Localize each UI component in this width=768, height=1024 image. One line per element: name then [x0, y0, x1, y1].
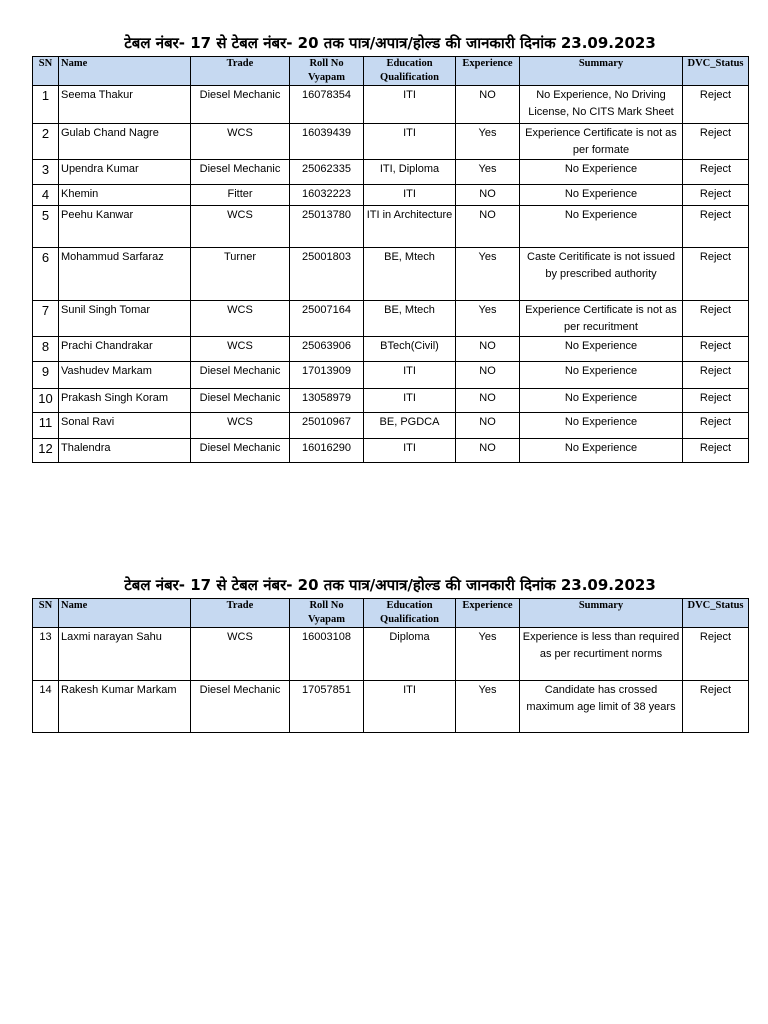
cell-roll-no: 13058979: [290, 389, 364, 413]
cell-roll-no: 16016290: [290, 439, 364, 463]
cell-summary: No Experience: [520, 389, 683, 413]
cell-roll-no: 25007164: [290, 301, 364, 337]
section-title: टेबल नंबर- 17 से टेबल नंबर- 20 तक पात्र/अपात्र/होल्ड की जानकारी दिनांक 23.09.2023: [124, 34, 656, 52]
cell-summary: Experience Certificate is not as per formate: [520, 124, 683, 160]
results-table: [32, 56, 749, 463]
table-row: [33, 337, 749, 362]
table-row: [33, 160, 749, 185]
cell-summary: No Experience: [520, 439, 683, 463]
header-roll-no: Roll No Vyapam: [290, 599, 364, 628]
section-title: टेबल नंबर- 17 से टेबल नंबर- 20 तक पात्र/अपात्र/होल्ड की जानकारी दिनांक 23.09.2023: [124, 576, 656, 594]
cell-dvc-status: Reject: [683, 206, 749, 248]
cell-name: Vashudev Markam: [59, 362, 191, 389]
cell-dvc-status: Reject: [683, 124, 749, 160]
header-dvc-status: DVC_Status: [683, 57, 749, 86]
cell-trade: Diesel Mechanic: [191, 389, 290, 413]
cell-dvc-status: Reject: [683, 86, 749, 124]
cell-sn: 7: [33, 301, 59, 337]
table-row: [33, 439, 749, 463]
cell-summary: Candidate has crossed maximum age limit of 38 years: [520, 681, 683, 733]
cell-education: ITI: [364, 681, 456, 733]
cell-dvc-status: Reject: [683, 681, 749, 733]
table-row: [33, 413, 749, 439]
cell-education: ITI: [364, 439, 456, 463]
header-education: Education Qualification: [364, 57, 456, 86]
cell-trade: Fitter: [191, 185, 290, 206]
cell-education: BE, PGDCA: [364, 413, 456, 439]
cell-dvc-status: Reject: [683, 337, 749, 362]
cell-name: Peehu Kanwar: [59, 206, 191, 248]
cell-education: BTech(Civil): [364, 337, 456, 362]
cell-trade: Diesel Mechanic: [191, 86, 290, 124]
cell-education: ITI: [364, 124, 456, 160]
table-section-2: [32, 572, 748, 733]
cell-experience: Yes: [456, 160, 520, 185]
cell-experience: NO: [456, 86, 520, 124]
cell-name: Rakesh Kumar Markam: [59, 681, 191, 733]
cell-experience: NO: [456, 439, 520, 463]
cell-sn: 2: [33, 124, 59, 160]
cell-name: Sunil Singh Tomar: [59, 301, 191, 337]
cell-trade: WCS: [191, 628, 290, 681]
cell-summary: Caste Ceritificate is not issued by prescribed authority: [520, 248, 683, 301]
cell-summary: Experience Certificate is not as per recuritment: [520, 301, 683, 337]
cell-experience: NO: [456, 413, 520, 439]
cell-sn: 9: [33, 362, 59, 389]
header-sn: SN: [33, 599, 59, 628]
header-experience: Experience: [456, 599, 520, 628]
table-body: [33, 86, 749, 463]
cell-sn: 1: [33, 86, 59, 124]
cell-dvc-status: Reject: [683, 248, 749, 301]
cell-sn: 6: [33, 248, 59, 301]
table-row: [33, 389, 749, 413]
cell-education: ITI: [364, 185, 456, 206]
cell-name: Seema Thakur: [59, 86, 191, 124]
cell-summary: No Experience: [520, 362, 683, 389]
cell-education: BE, Mtech: [364, 248, 456, 301]
cell-sn: 11: [33, 413, 59, 439]
cell-roll-no: 25062335: [290, 160, 364, 185]
cell-education: ITI: [364, 86, 456, 124]
cell-summary: No Experience: [520, 160, 683, 185]
cell-roll-no: 16003108: [290, 628, 364, 681]
cell-dvc-status: Reject: [683, 628, 749, 681]
cell-trade: Turner: [191, 248, 290, 301]
header-summary: Summary: [520, 599, 683, 628]
header-name: Name: [59, 599, 191, 628]
cell-trade: WCS: [191, 337, 290, 362]
table-row: [33, 301, 749, 337]
cell-summary: No Experience, No Driving License, No CITS Mark Sheet: [520, 86, 683, 124]
cell-experience: Yes: [456, 124, 520, 160]
cell-trade: Diesel Mechanic: [191, 439, 290, 463]
table-row: [33, 86, 749, 124]
cell-trade: Diesel Mechanic: [191, 362, 290, 389]
cell-experience: NO: [456, 362, 520, 389]
table-body: [33, 628, 749, 733]
cell-roll-no: 16039439: [290, 124, 364, 160]
cell-roll-no: 16032223: [290, 185, 364, 206]
table-header-row: [33, 599, 749, 628]
header-roll-no: Roll No Vyapam: [290, 57, 364, 86]
cell-dvc-status: Reject: [683, 389, 749, 413]
cell-summary: No Experience: [520, 337, 683, 362]
cell-sn: 10: [33, 389, 59, 413]
cell-dvc-status: Reject: [683, 439, 749, 463]
cell-dvc-status: Reject: [683, 362, 749, 389]
table-row: [33, 206, 749, 248]
header-trade: Trade: [191, 57, 290, 86]
cell-name: Sonal Ravi: [59, 413, 191, 439]
cell-trade: WCS: [191, 413, 290, 439]
header-name: Name: [59, 57, 191, 86]
cell-experience: Yes: [456, 681, 520, 733]
cell-trade: Diesel Mechanic: [191, 160, 290, 185]
cell-experience: NO: [456, 337, 520, 362]
cell-trade: Diesel Mechanic: [191, 681, 290, 733]
cell-roll-no: 17057851: [290, 681, 364, 733]
table-row: [33, 681, 749, 733]
cell-education: ITI: [364, 362, 456, 389]
cell-dvc-status: Reject: [683, 301, 749, 337]
cell-roll-no: 16078354: [290, 86, 364, 124]
cell-name: Prachi Chandrakar: [59, 337, 191, 362]
cell-trade: WCS: [191, 124, 290, 160]
cell-name: Laxmi narayan Sahu: [59, 628, 191, 681]
cell-sn: 5: [33, 206, 59, 248]
header-education: Education Qualification: [364, 599, 456, 628]
header-trade: Trade: [191, 599, 290, 628]
cell-summary: Experience is less than required as per recurtiment norms: [520, 628, 683, 681]
header-sn: SN: [33, 57, 59, 86]
cell-experience: NO: [456, 206, 520, 248]
cell-roll-no: 25010967: [290, 413, 364, 439]
cell-trade: WCS: [191, 206, 290, 248]
table-section-1: [32, 30, 748, 463]
cell-name: Khemin: [59, 185, 191, 206]
cell-sn: 4: [33, 185, 59, 206]
table-row: [33, 248, 749, 301]
cell-education: Diploma: [364, 628, 456, 681]
cell-name: Upendra Kumar: [59, 160, 191, 185]
cell-trade: WCS: [191, 301, 290, 337]
table-row: [33, 628, 749, 681]
cell-experience: Yes: [456, 301, 520, 337]
cell-dvc-status: Reject: [683, 160, 749, 185]
header-summary: Summary: [520, 57, 683, 86]
header-dvc-status: DVC_Status: [683, 599, 749, 628]
cell-name: Thalendra: [59, 439, 191, 463]
table-header-row: [33, 57, 749, 86]
cell-roll-no: 25063906: [290, 337, 364, 362]
cell-summary: No Experience: [520, 185, 683, 206]
cell-name: Gulab Chand Nagre: [59, 124, 191, 160]
cell-roll-no: 17013909: [290, 362, 364, 389]
cell-education: ITI in Architecture: [364, 206, 456, 248]
cell-dvc-status: Reject: [683, 413, 749, 439]
cell-roll-no: 25001803: [290, 248, 364, 301]
cell-roll-no: 25013780: [290, 206, 364, 248]
results-table: [32, 598, 749, 733]
cell-summary: No Experience: [520, 413, 683, 439]
cell-experience: NO: [456, 389, 520, 413]
cell-dvc-status: Reject: [683, 185, 749, 206]
cell-name: Prakash Singh Koram: [59, 389, 191, 413]
header-experience: Experience: [456, 57, 520, 86]
cell-experience: Yes: [456, 248, 520, 301]
cell-education: BE, Mtech: [364, 301, 456, 337]
table-row: [33, 185, 749, 206]
cell-education: ITI, Diploma: [364, 160, 456, 185]
cell-sn: 14: [33, 681, 59, 733]
cell-education: ITI: [364, 389, 456, 413]
cell-sn: 3: [33, 160, 59, 185]
cell-experience: Yes: [456, 628, 520, 681]
cell-sn: 13: [33, 628, 59, 681]
cell-sn: 8: [33, 337, 59, 362]
cell-summary: No Experience: [520, 206, 683, 248]
cell-name: Mohammud Sarfaraz: [59, 248, 191, 301]
table-row: [33, 124, 749, 160]
table-row: [33, 362, 749, 389]
cell-experience: NO: [456, 185, 520, 206]
cell-sn: 12: [33, 439, 59, 463]
